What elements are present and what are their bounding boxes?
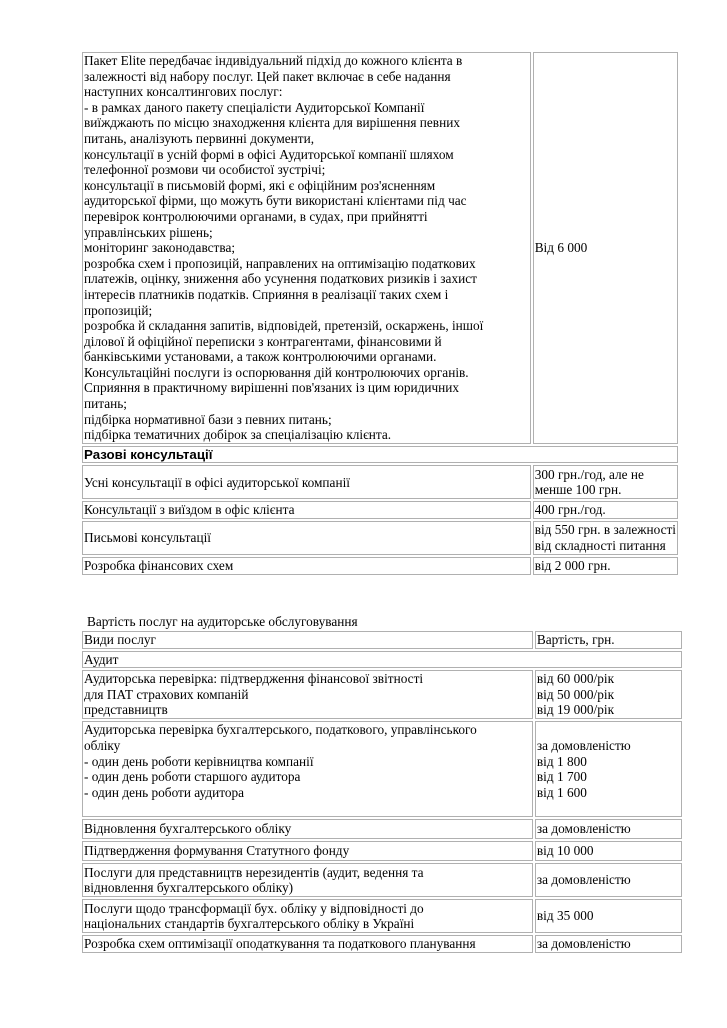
service-line: національних стандартів бухгалтерського обліку в Україні [84,916,415,932]
price-cell [533,557,678,575]
price-line: від 35 000 [536,908,594,924]
service-name [84,865,531,896]
price-line: від 550 грн. в залежності [534,522,676,538]
price-cell [535,863,682,897]
text-line: інтересів платників податків. Сприяння в реалізації таких схем і [84,286,449,302]
audit-service-row [82,721,682,817]
service-cell [82,721,533,817]
service-line: Усні консультації в офісі аудиторської компанії [84,474,350,490]
service-cell [82,899,533,933]
price-line: від 1 600 [536,784,587,800]
service-line: Підтвердження формування Статутного фонду [84,843,350,859]
audit-caption: Вартість послуг на аудиторське обслуговування [87,614,358,629]
text-line: перевірок контролюючими органами, в судах, при прийнятті [84,208,428,224]
service-line: Аудиторська перевірка: підтвердження фінансової звітності [84,671,424,687]
price-line: від 50 000/рік [536,686,615,702]
service-name [84,843,531,859]
text-line: Сприяння в практичному вирішенні пов'язаних із цим юридичних [84,380,460,396]
service-cell [82,557,531,575]
service-name [84,936,531,952]
price-value [537,722,680,816]
price-value [537,671,680,718]
text-line: управлінських рішень; [84,224,213,240]
consultation-row [82,465,678,499]
text-line: Консультаційні послуги із оспорювання дій контролюючих органів. [84,364,469,380]
text-line: моніторинг законодавства; [84,240,236,256]
text-line: питань; [84,396,127,412]
consultation-row [82,521,678,555]
elite-description-cell [82,52,531,444]
service-name [84,558,529,574]
text-line: ділової й офіційної переписки з контрагентами, фінансовими й [84,333,442,349]
consultation-row [82,557,678,575]
col-service-header: Види послуг [82,631,533,649]
price-line: за домовленістю [536,936,631,952]
service-cell [82,501,531,519]
service-name [84,722,531,816]
text-line: платежів, оцінку, зниження або усунення податкових ризиків і захист [84,271,477,287]
price-value [535,502,676,518]
price-line: 400 грн./год. [534,502,606,518]
service-line: Письмові консультації [84,530,211,546]
service-line: представництв [84,702,168,718]
audit-service-row [82,670,682,719]
service-name [84,901,531,932]
service-name [84,530,529,546]
price-line: від 1 800 [536,753,587,769]
price-value [537,908,680,924]
text-line: розробка схем і пропозицій, направлених на оптимізацію податкових [84,255,476,271]
price-value [537,843,680,859]
text-line: телефонної розмови чи особистої зустрічі; [84,162,326,178]
service-line: відновлення бухгалтерського обліку) [84,880,294,896]
price-line: за домовленістю [536,738,631,753]
elite-price: Від 6 000 [534,240,588,256]
elite-description [84,53,529,443]
text-line: консультації в письмовій формі, які є офіційним роз'ясненням [84,177,436,193]
price-value [535,467,676,498]
price-line [537,722,680,738]
service-line: Відновлення бухгалтерського обліку [84,821,292,837]
text-line: Пакет Elite передбачає індивідуальний підхід до кожного клієнта в [84,53,463,68]
price-value [537,872,680,888]
price-cell [535,721,682,817]
price-line: від 10 000 [536,843,594,859]
price-cell [535,670,682,719]
text-line: підбірка тематичних добірок за спеціалізацію клієнта. [84,427,392,443]
service-cell [82,670,533,719]
price-value [537,936,680,952]
audit-service-row [82,819,682,839]
col-price-header: Вартість, грн. [535,631,682,649]
audit-header-row [82,631,682,649]
text-line: виїжджають по місцю знаходження клієнта для вирішення певних [84,115,460,131]
price-line: від складності питання [534,538,666,554]
audit-section-row [82,651,682,669]
price-cell [535,841,682,861]
service-line: Послуги щодо трансформації бух. обліку у відповідності до [84,900,424,916]
service-name [84,671,531,718]
price-line: менше 100 грн. [534,482,622,498]
price-line [537,800,680,816]
service-cell [82,863,533,897]
price-line: від 60 000/рік [536,671,615,687]
service-line: Консультації з виїздом в офіс клієнта [84,502,295,518]
service-line: для ПАТ страхових компаній [84,686,249,702]
consultation-row [82,501,678,519]
price-line: 300 грн./год, але не [534,466,644,482]
price-value [535,558,676,574]
price-line: від 1 700 [536,769,587,785]
text-line: підбірка нормативної бази з певних питань; [84,411,332,427]
service-line: - один день роботи аудитора [84,784,245,800]
elite-package-row [82,52,678,444]
one-time-header-row [82,446,678,464]
price-line: за домовленістю [536,872,631,888]
elite-price-cell [533,52,678,444]
service-line: Розробка фінансових схем [84,558,234,574]
service-cell [82,841,533,861]
price-cell [533,465,678,499]
price-value [537,821,680,837]
text-line: консультації в усній формі в офісі Аудиторської компанії шляхом [84,146,454,162]
service-line: Розробка схем оптимізації оподаткування та податкового планування [84,936,476,952]
service-line: Аудиторська перевірка бухгалтерського, податкового, управлінського [84,722,477,738]
service-cell [82,465,531,499]
audit-price-table [80,629,684,955]
audit-service-row [82,935,682,953]
price-cell [533,501,678,519]
text-line: залежності від набору послуг. Цей пакет включає в себе надання [84,68,451,84]
service-cell [82,935,533,953]
audit-service-row [82,863,682,897]
price-cell [535,819,682,839]
price-cell [535,935,682,953]
audit-service-row [82,841,682,861]
text-line: наступних консалтингових послуг: [84,84,283,100]
audit-service-row [82,899,682,933]
service-line: - один день роботи старшого аудитора [84,769,301,785]
text-line: - в рамках даного пакету спеціалісти Аудиторської Компанії [84,99,425,115]
price-cell [535,899,682,933]
text-line: аудиторської фірми, що можуть бути використані клієнтами під час [84,193,467,209]
text-line: розробка й складання запитів, відповідей, претензій, оскаржень, іншої [84,318,484,334]
text-line: банківськими установами, а також контролюючими органами. [84,349,437,365]
price-cell [533,521,678,555]
service-line [84,800,531,816]
service-line: Послуги для представництв нерезидентів (аудит, ведення та [84,864,424,880]
service-name [84,502,529,518]
one-time-header: Разові консультації [82,446,678,464]
audit-section-label: Аудит [82,651,682,669]
service-name [84,475,529,491]
audit-rows [82,670,682,953]
consulting-price-table [80,50,680,577]
price-line: від 19 000/рік [536,702,615,718]
service-name [84,821,531,837]
one-time-rows [82,465,678,574]
service-line: обліку [84,738,121,753]
service-cell [82,819,533,839]
price-line: за домовленістю [536,821,631,837]
price-line: від 2 000 грн. [534,558,611,574]
price-value [535,522,676,553]
service-line: - один день роботи керівництва компанії [84,753,314,769]
service-cell [82,521,531,555]
text-line: питань, аналізують первинні документи, [84,130,315,146]
text-line: пропозицій; [84,302,153,318]
